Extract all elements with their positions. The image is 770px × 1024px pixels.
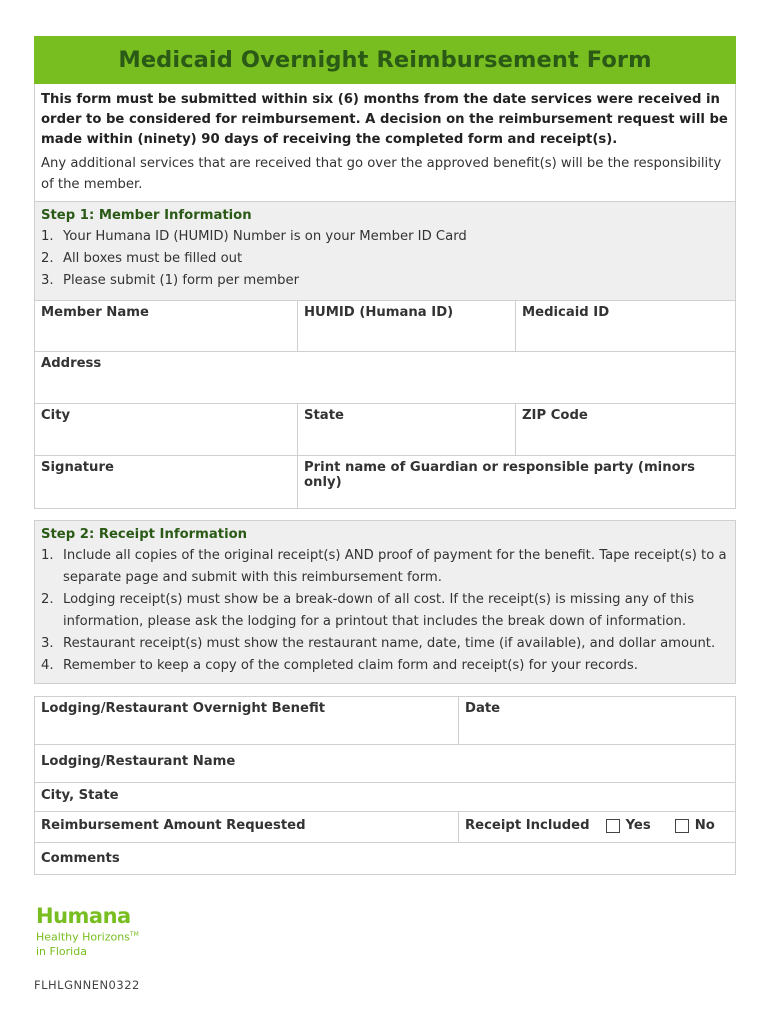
state-label: State (304, 408, 344, 423)
list-item: 1. Your Humana ID (HUMID) Number is on your Member ID Card (41, 229, 467, 244)
list-item: 3. Restaurant receipt(s) must show the restaurant name, date, time (if available), and dollar amount. (41, 636, 716, 651)
list-item: 1. Include all copies of the original receipt(s) AND proof of payment for the benefit. Tape receipt(s) to a separate page and submit with this reimbursement form. (41, 548, 727, 585)
humana-brand: Humana (36, 904, 131, 928)
humid-label: HUMID (Humana ID) (304, 305, 454, 320)
overnight-benefit-field[interactable] (34, 696, 459, 745)
list-item: 3. Please submit (1) form per member (41, 273, 300, 288)
medicaid-id-label: Medicaid ID (522, 305, 610, 320)
city-state-field[interactable] (34, 782, 736, 812)
state-field[interactable] (297, 403, 516, 456)
list-item: 2. Lodging receipt(s) must show be a break-down of all cost. If the receipt(s) is missing any of this information, please ask the lodging for a printout that includes the break down of information. (41, 592, 695, 629)
comments-field[interactable] (34, 842, 736, 875)
step1-instructions (34, 201, 736, 301)
member-name-label: Member Name (41, 305, 149, 320)
address-label: Address (41, 356, 102, 371)
medicaid-id-field[interactable] (515, 300, 736, 352)
receipt-included-label: Receipt Included (465, 818, 590, 833)
city-field[interactable] (34, 403, 298, 456)
zip-code-label: ZIP Code (522, 408, 588, 423)
form-title: Medicaid Overnight Reimbursement Form (118, 47, 652, 73)
step2-instructions (34, 520, 736, 684)
no-checkbox[interactable] (675, 819, 689, 833)
date-field[interactable] (458, 696, 736, 745)
humid-field[interactable] (297, 300, 516, 352)
reimbursement-amount-field[interactable] (34, 811, 459, 843)
intro-deadline-text: This form must be submitted within six (6) months from the date services were received in order to be considered for reimbursement. A decision on the reimbursement request will be made within (ninety) 90 days of receiving the completed form and receipt(s). (41, 92, 728, 147)
signature-label: Signature (41, 460, 114, 475)
city-state-label: City, State (41, 788, 119, 803)
step2-heading: Step 2: Receipt Information (41, 527, 248, 542)
reimbursement-amount-label: Reimbursement Amount Requested (41, 818, 306, 833)
list-item: 2. All boxes must be filled out (41, 251, 243, 266)
yes-label: Yes (625, 818, 651, 833)
member-name-field[interactable] (34, 300, 298, 352)
overnight-benefit-label: Lodging/Restaurant Overnight Benefit (41, 701, 326, 716)
form-code: FLHLGNNEN0322 (34, 978, 140, 992)
step1-list (41, 226, 729, 292)
signature-field[interactable] (34, 455, 298, 509)
humana-logo (36, 904, 139, 959)
step1-heading: Step 1: Member Information (41, 208, 252, 223)
step2-list (41, 545, 729, 677)
logo-line-1: Healthy Horizons™ (36, 930, 139, 944)
guardian-name-label: Print name of Guardian or responsible party (minors only) (304, 460, 696, 490)
lodging-name-field[interactable] (34, 744, 736, 783)
logo-line-2: in Florida (36, 944, 87, 958)
guardian-name-field[interactable] (297, 455, 736, 509)
address-field[interactable] (34, 351, 736, 404)
zip-code-field[interactable] (515, 403, 736, 456)
title-bar (34, 36, 736, 84)
intro-section (34, 84, 736, 201)
lodging-name-label: Lodging/Restaurant Name (41, 754, 236, 769)
city-label: City (41, 408, 71, 423)
date-label: Date (465, 701, 501, 716)
list-item: 4. Remember to keep a copy of the completed claim form and receipt(s) for your records. (41, 658, 638, 673)
intro-responsibility-text: Any additional services that are received that go over the approved benefit(s) will be the responsibility of the member. (41, 156, 722, 192)
yes-checkbox[interactable] (606, 819, 620, 833)
receipt-included-field (458, 811, 736, 843)
comments-label: Comments (41, 851, 120, 866)
no-label: No (694, 818, 715, 833)
